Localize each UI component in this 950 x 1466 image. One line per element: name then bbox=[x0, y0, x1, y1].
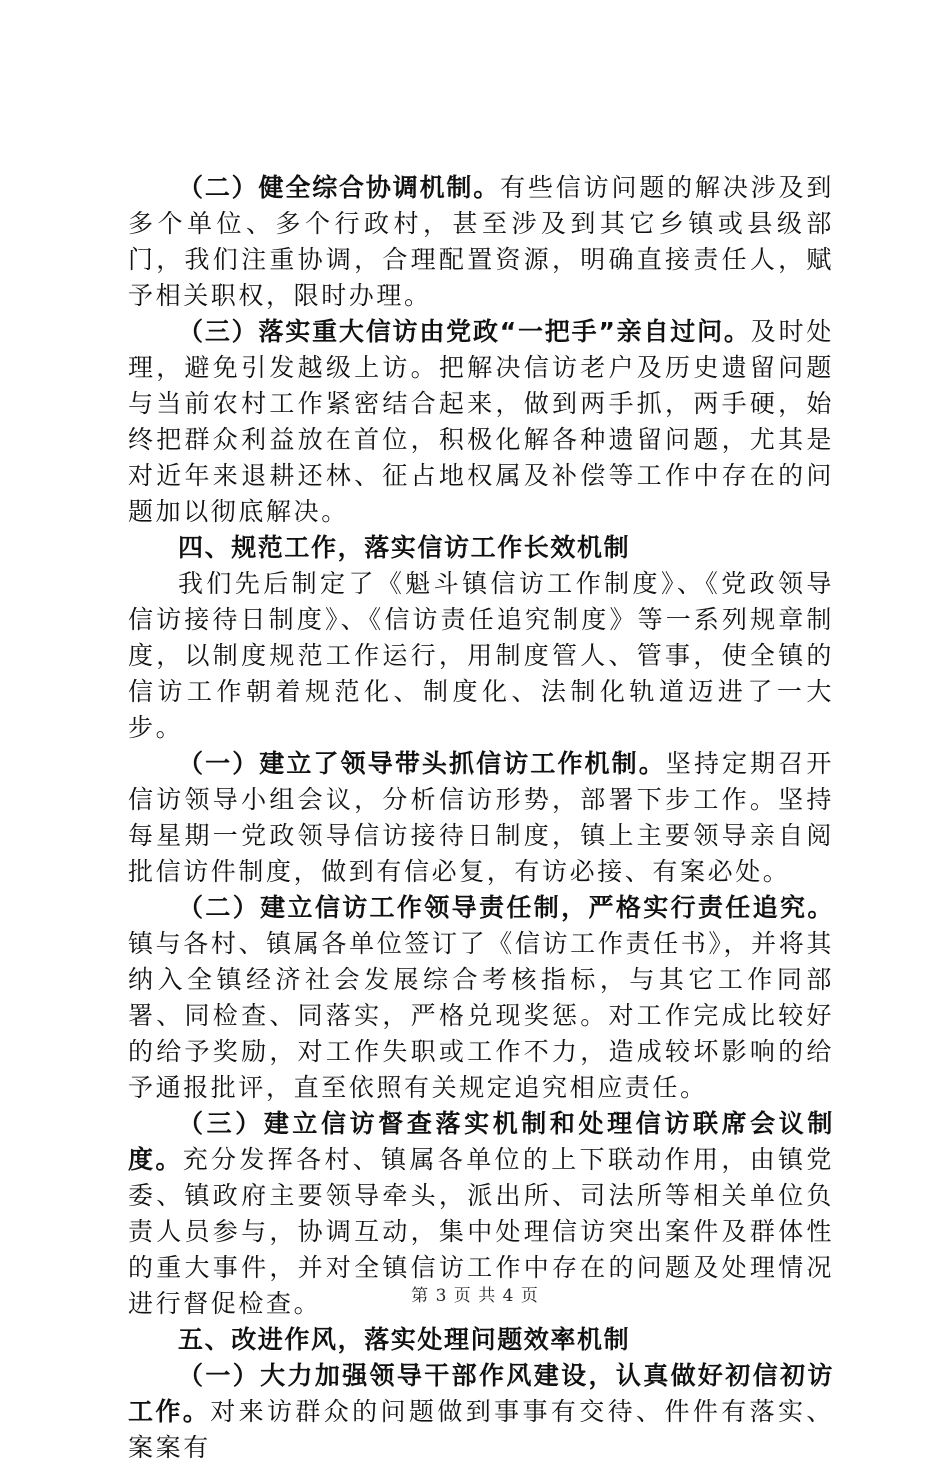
paragraph-lead: （一）大力加强领导干部作风建设，认真做好初信初访工作。 bbox=[128, 1361, 834, 1426]
paragraph-coordination bbox=[128, 170, 834, 314]
paragraph-leadership-mechanism bbox=[128, 746, 834, 890]
paragraph-lead: （二）建立信访工作领导责任制，严格实行责任追究。 bbox=[178, 893, 834, 922]
paragraph-text: 坚持定期召开信访领导小组会议，分析信访形势，部署下步工作。坚持每星期一党政领导信访接待日制度，镇上主要领导亲自阅批信访件制度，做到有信必复，有访必接、有案必处。 bbox=[128, 749, 834, 886]
paragraph-lead: （二）健全综合协调机制。 bbox=[178, 173, 501, 202]
paragraph-regulations bbox=[128, 566, 834, 746]
paragraph-lead: （一）建立了领导带头抓信访工作机制。 bbox=[178, 749, 666, 778]
section-heading-5: 五、改进作风，落实处理问题效率机制 bbox=[178, 1325, 631, 1354]
paragraph-text: 我们先后制定了《魁斗镇信访工作制度》、《党政领导信访接待日制度》、《信访责任追究制度》等一系列规章制度，以制度规范工作运行，用制度管人、管事，使全镇的信访工作朝着规范化、制度化、法制化轨道迈进了一大步。 bbox=[128, 569, 834, 742]
paragraph-lead: （三）落实重大信访由党政“一把手”亲自过问。 bbox=[178, 317, 751, 346]
paragraph-text: 有些信访问题的解决涉及到多个单位、多个行政村，甚至涉及到其它乡镇或县级部门，我们注重协调，合理配置资源，明确直接责任人，赋予相关职权，限时办理。 bbox=[128, 173, 835, 310]
section-heading-4: 四、规范工作，落实信访工作长效机制 bbox=[178, 533, 631, 562]
paragraph-text: 充分发挥各村、镇属各单位的上下联动作用，由镇党委、镇政府主要领导牵头，派出所、司法所等相关单位负责人员参与，协调互动，集中处理信访突出案件及群体性的重大事件，并对全镇信访工作中存在的问题及处理情况进行督促检查。 bbox=[128, 1145, 834, 1318]
paragraph-text: 镇与各村、镇属各单位签订了《信访工作责任书》，并将其纳入全镇经济社会发展综合考核指标，与其它工作同部署、同检查、同落实，严格兑现奖惩。对工作完成比较好的给予奖励，对工作失职或工作不力，造成较坏影响的给予通报批评，直至依照有关规定追究相应责任。 bbox=[128, 929, 834, 1102]
paragraph-text: 及时处理，避免引发越级上访。把解决信访老户及历史遗留问题与当前农村工作紧密结合起来，做到两手抓，两手硬，始终把群众利益放在首位，积极化解各种遗留问题，尤其是对近年来退耕还林、征占地权属及补偿等工作中存在的问题加以彻底解决。 bbox=[128, 317, 834, 526]
page-footer: 第 3 页 共 4 页 bbox=[411, 1286, 539, 1306]
paragraph-responsibility-system bbox=[128, 890, 834, 1106]
paragraph-lead: （三）建立信访督查落实机制和处理信访联席会议制度。 bbox=[128, 1109, 834, 1174]
paragraph-work-style bbox=[128, 1358, 834, 1466]
document-body bbox=[128, 170, 834, 1466]
paragraph-major-petitions bbox=[128, 314, 834, 530]
paragraph-text: 对来访群众的问题做到事事有交待、件件有落实、案案有 bbox=[128, 1397, 835, 1462]
